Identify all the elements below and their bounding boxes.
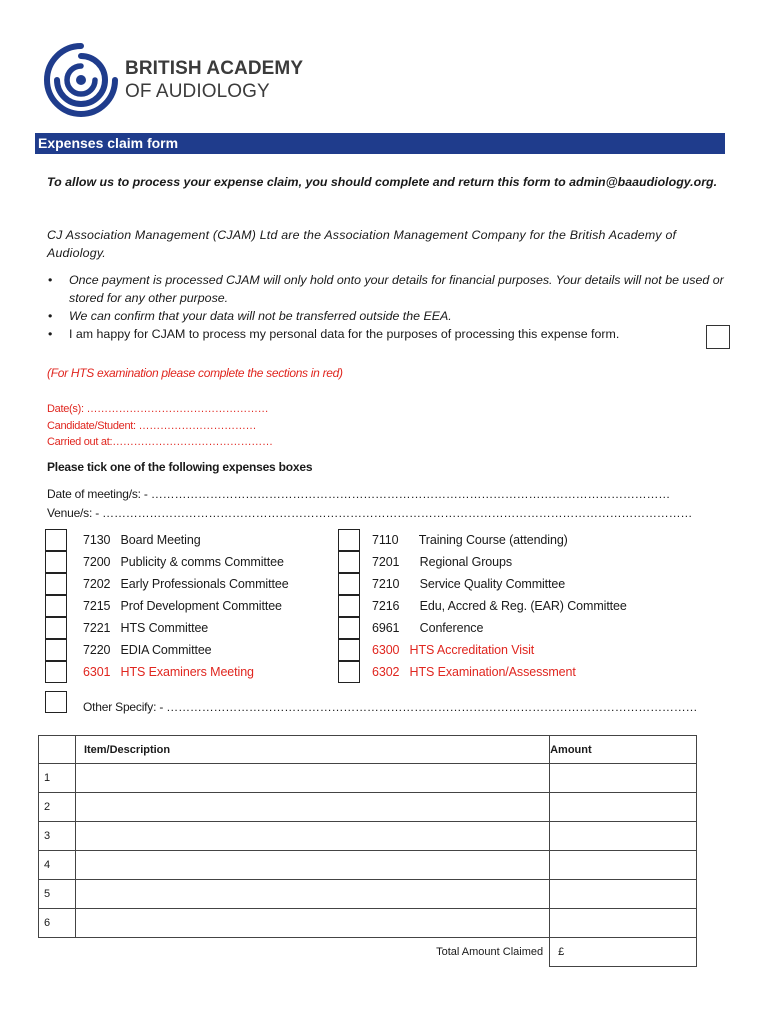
table-row <box>39 909 697 938</box>
code-item-hts: 6301 HTS Examiners Meeting <box>83 665 254 679</box>
amount-cell[interactable] <box>550 880 697 909</box>
bullet-item <box>47 307 732 325</box>
hts-red-note: (For HTS examination please complete the sections in red) <box>47 366 343 380</box>
code-item: 6961 Conference <box>372 621 484 635</box>
checkbox-7110[interactable] <box>338 529 360 551</box>
table-header-row <box>39 736 697 764</box>
bullet-item <box>47 325 732 343</box>
venue-field[interactable]: Venue/s: - …………………………………………………………………………………………………………………………………… <box>47 506 693 520</box>
description-cell[interactable] <box>75 880 549 909</box>
candidate-field[interactable]: Candidate/Student: …………………………… <box>47 419 257 432</box>
description-cell[interactable] <box>75 822 549 851</box>
table-row <box>39 764 697 793</box>
code-item: 7110 Training Course (attending) <box>372 533 568 547</box>
row-number: 1 <box>39 764 76 793</box>
dates-field[interactable]: Date(s): …………………………………………… <box>47 403 269 415</box>
form-title: Expenses claim form <box>38 135 179 151</box>
checkbox-7202[interactable] <box>45 573 67 595</box>
checkbox-7215[interactable] <box>45 595 67 617</box>
bullet-text: We can confirm that your data will not be transferred outside the EEA. <box>69 309 452 323</box>
bullet-item <box>47 271 732 307</box>
table-row <box>39 822 697 851</box>
row-number: 3 <box>39 822 76 851</box>
code-item: 7130 Board Meeting <box>83 533 201 547</box>
consent-checkbox[interactable] <box>706 325 730 349</box>
amount-cell[interactable] <box>550 909 697 938</box>
currency-symbol: £ <box>558 946 565 958</box>
code-item-hts: 6302 HTS Examination/Assessment <box>372 665 576 679</box>
row-number: 4 <box>39 851 76 880</box>
description-cell[interactable] <box>75 851 549 880</box>
carried-out-field[interactable]: Carried out at:……………………………………… <box>47 436 273 448</box>
amount-cell[interactable] <box>550 822 697 851</box>
code-item: 7202 Early Professionals Committee <box>83 577 289 591</box>
code-item: 7220 EDIA Committee <box>83 643 212 657</box>
checkbox-7221[interactable] <box>45 617 67 639</box>
code-item: 7201 Regional Groups <box>372 555 512 569</box>
brand-name-line1: BRITISH ACADEMY <box>125 58 304 79</box>
bullet-text: I am happy for CJAM to process my personal data for the purposes of processing this expense form. <box>69 327 620 341</box>
header-num-cell <box>39 736 76 764</box>
other-specify-field[interactable]: Other Specify: - ……………………………………………………………………………………………………………………… <box>83 700 698 714</box>
table-row <box>39 793 697 822</box>
cjam-paragraph: CJ Association Management (CJAM) Ltd are the Association Management Company for the British Academy of Audiology. <box>47 228 677 260</box>
checkbox-7130[interactable] <box>45 529 67 551</box>
checkbox-other[interactable] <box>45 691 67 713</box>
row-number: 2 <box>39 793 76 822</box>
date-of-meeting-field[interactable]: Date of meeting/s: - …………………………………………………………………………………………………………………… <box>47 487 671 501</box>
table-row <box>39 880 697 909</box>
code-item-hts: 6300 HTS Accreditation Visit <box>372 643 535 657</box>
total-spacer <box>39 938 76 967</box>
expenses-table <box>38 735 697 967</box>
checkbox-7200[interactable] <box>45 551 67 573</box>
row-number: 5 <box>39 880 76 909</box>
bullet-dot: • <box>48 273 53 287</box>
code-item: 7200 Publicity & comms Committee <box>83 555 284 569</box>
total-amount-cell[interactable] <box>550 938 697 967</box>
privacy-bullets <box>47 271 732 343</box>
amount-cell[interactable] <box>550 793 697 822</box>
description-cell[interactable] <box>75 793 549 822</box>
checkbox-7210[interactable] <box>338 573 360 595</box>
checkbox-7216[interactable] <box>338 595 360 617</box>
bullet-dot: • <box>48 327 53 341</box>
tick-heading: Please tick one of the following expenses boxes <box>47 460 313 474</box>
checkbox-6300[interactable] <box>338 639 360 661</box>
checkbox-6961[interactable] <box>338 617 360 639</box>
amount-cell[interactable] <box>550 851 697 880</box>
code-item: 7221 HTS Committee <box>83 621 209 635</box>
total-label: Total Amount Claimed <box>75 938 549 967</box>
checkbox-6301[interactable] <box>45 661 67 683</box>
brand-name-line2: OF AUDIOLOGY <box>125 81 270 102</box>
bullet-text: Once payment is processed CJAM will only hold onto your details for financial purposes. Your details will not be used or stored for any other purpose. <box>69 273 724 305</box>
form-title-bar <box>35 133 725 154</box>
amount-cell[interactable] <box>550 764 697 793</box>
code-item: 7210 Service Quality Committee <box>372 577 566 591</box>
baa-logo-icon <box>43 42 119 118</box>
total-row <box>39 938 697 967</box>
checkbox-7201[interactable] <box>338 551 360 573</box>
hts-fields <box>47 401 273 451</box>
bullet-dot: • <box>48 309 53 323</box>
description-cell[interactable] <box>75 909 549 938</box>
header-amount: Amount <box>550 736 697 764</box>
checkbox-7220[interactable] <box>45 639 67 661</box>
checkbox-6302[interactable] <box>338 661 360 683</box>
header-item: Item/Description <box>75 736 549 764</box>
row-number: 6 <box>39 909 76 938</box>
code-item: 7216 Edu, Accred & Reg. (EAR) Committee <box>372 599 627 613</box>
code-item: 7215 Prof Development Committee <box>83 599 282 613</box>
table-row <box>39 851 697 880</box>
description-cell[interactable] <box>75 764 549 793</box>
intro-instruction: To allow us to process your expense claim, you should complete and return this form to admin@baaudiology.org. <box>47 175 718 189</box>
